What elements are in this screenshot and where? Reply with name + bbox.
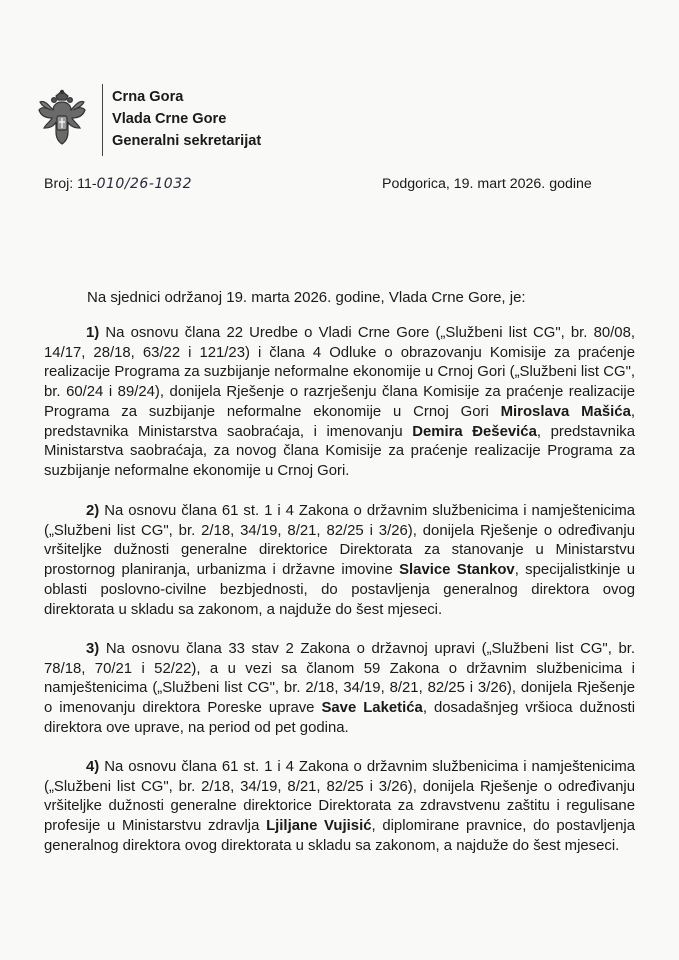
- org-government: Vlada Crne Gore: [112, 111, 227, 127]
- header-divider: [102, 84, 103, 156]
- decision-number: 1): [86, 325, 100, 341]
- org-secretariat: Generalni sekretarijat: [112, 133, 262, 149]
- reference-label: Broj: 11-: [44, 176, 97, 192]
- decision-text: Na osnovu člana 33 stav 2 Zakona o državnoj upravi („Službeni list CG", br. 78/18, 70/21 i 52/22), a u vezi sa članom 59 Zakona o državnim službenicima i namještenicima („Službeni list CG", br. 2/18, 34/19, 8/21, 82/25 i 3/26), donijela Rješenje o imenovanju direktora Poreske uprave: [44, 641, 635, 717]
- document-date: Podgorica, 19. mart 2026. godine: [382, 176, 592, 192]
- decision-text: , predstavnika Ministarstva saobraćaja, za novog člana Komisije za praćenje realizacije Programa za suzbijanje neformalne ekonomije u Crnoj Gori.: [44, 423, 636, 479]
- person-name: Slavice Stankov: [399, 562, 515, 579]
- reference-handwritten: 010/26-1032: [96, 176, 193, 192]
- person-name: Save Laketića: [321, 700, 423, 717]
- decision-text: Na osnovu člana 61 st. 1 i 4 Zakona o državnim službenicima i namještenicima („Službeni list CG", br. 2/18, 34/19, 8/21, 82/25 i 3/26), donijela Rješenje o određivanju vršiteljke dužnosti generalne direktorice Direktorata za stanovanje u Ministarstvu prostornog planiranja, urbanizma i državne imovine: [44, 503, 635, 579]
- reference-number: [44, 176, 192, 192]
- decision-text: , predstavnika Ministarstva saobraćaja, i imenovanju: [44, 403, 635, 440]
- decision-3: [44, 640, 635, 739]
- decision-text: Na osnovu člana 22 Uredbe o Vladi Crne Gore („Službeni list CG", br. 80/08, 14/17, 28/18, 63/22 i 121/23) i člana 4 Odluke o obrazovanju Komisije za praćenje realizacije Programa za suzbijanje neformalne ekonomije u Crnoj Gori („Službeni list CG", br. 60/24 i 89/24), donijela Rješenje o razrješenju člana Komisije za praćenje realizacije Programa za suzbijanje neformalne ekonomije u Crnoj Gori: [44, 325, 635, 420]
- org-country: Crna Gora: [112, 89, 184, 105]
- decision-text: , dosadašnjeg vršioca dužnosti direktora ove uprave, na period od pet godina.: [44, 700, 635, 736]
- intro-sentence: Na sjednici održanoj 19. marta 2026. godine, Vlada Crne Gore, je:: [87, 289, 526, 306]
- organization-block: [112, 86, 261, 152]
- decision-paragraph: [44, 502, 635, 620]
- person-name: Demira Đeševića: [412, 423, 537, 440]
- decision-text: , specijalistkinje u oblasti poslovno-civilne bezbjednosti, do postavljenja generalnog direktora ovog direktorata u skladu sa zakonom, a najduže do šest mjeseci.: [44, 562, 635, 618]
- decision-paragraph: [44, 324, 635, 482]
- person-name: Miroslava Mašića: [500, 403, 631, 420]
- montenegro-coat-of-arms-icon: [36, 88, 88, 146]
- decision-4: [44, 758, 635, 857]
- decision-number: 3): [86, 641, 100, 657]
- decision-paragraph: [44, 640, 635, 739]
- person-name: Ljiljane Vujisić: [266, 818, 372, 835]
- decision-text: , diplomirane pravnice, do postavljenja generalnog direktora ovog direktorata u skladu sa zakonom, a najduže do šest mjeseci.: [44, 818, 636, 854]
- decision-2: [44, 502, 635, 620]
- decision-paragraph: [44, 758, 635, 857]
- decision-text: Na osnovu člana 61 st. 1 i 4 Zakona o državnim službenicima i namještenicima („Službeni list CG", br. 2/18, 34/19, 8/21, 82/25 i 3/26), donijela Rješenje o određivanju vršiteljke dužnosti generalne direktorice Direktorata za zdravstvenu zaštitu i regulisane profesije u Ministarstvu zdravlja: [44, 759, 635, 835]
- decision-number: 2): [86, 503, 100, 519]
- decision-1: [44, 324, 635, 482]
- decision-number: 4): [86, 759, 100, 775]
